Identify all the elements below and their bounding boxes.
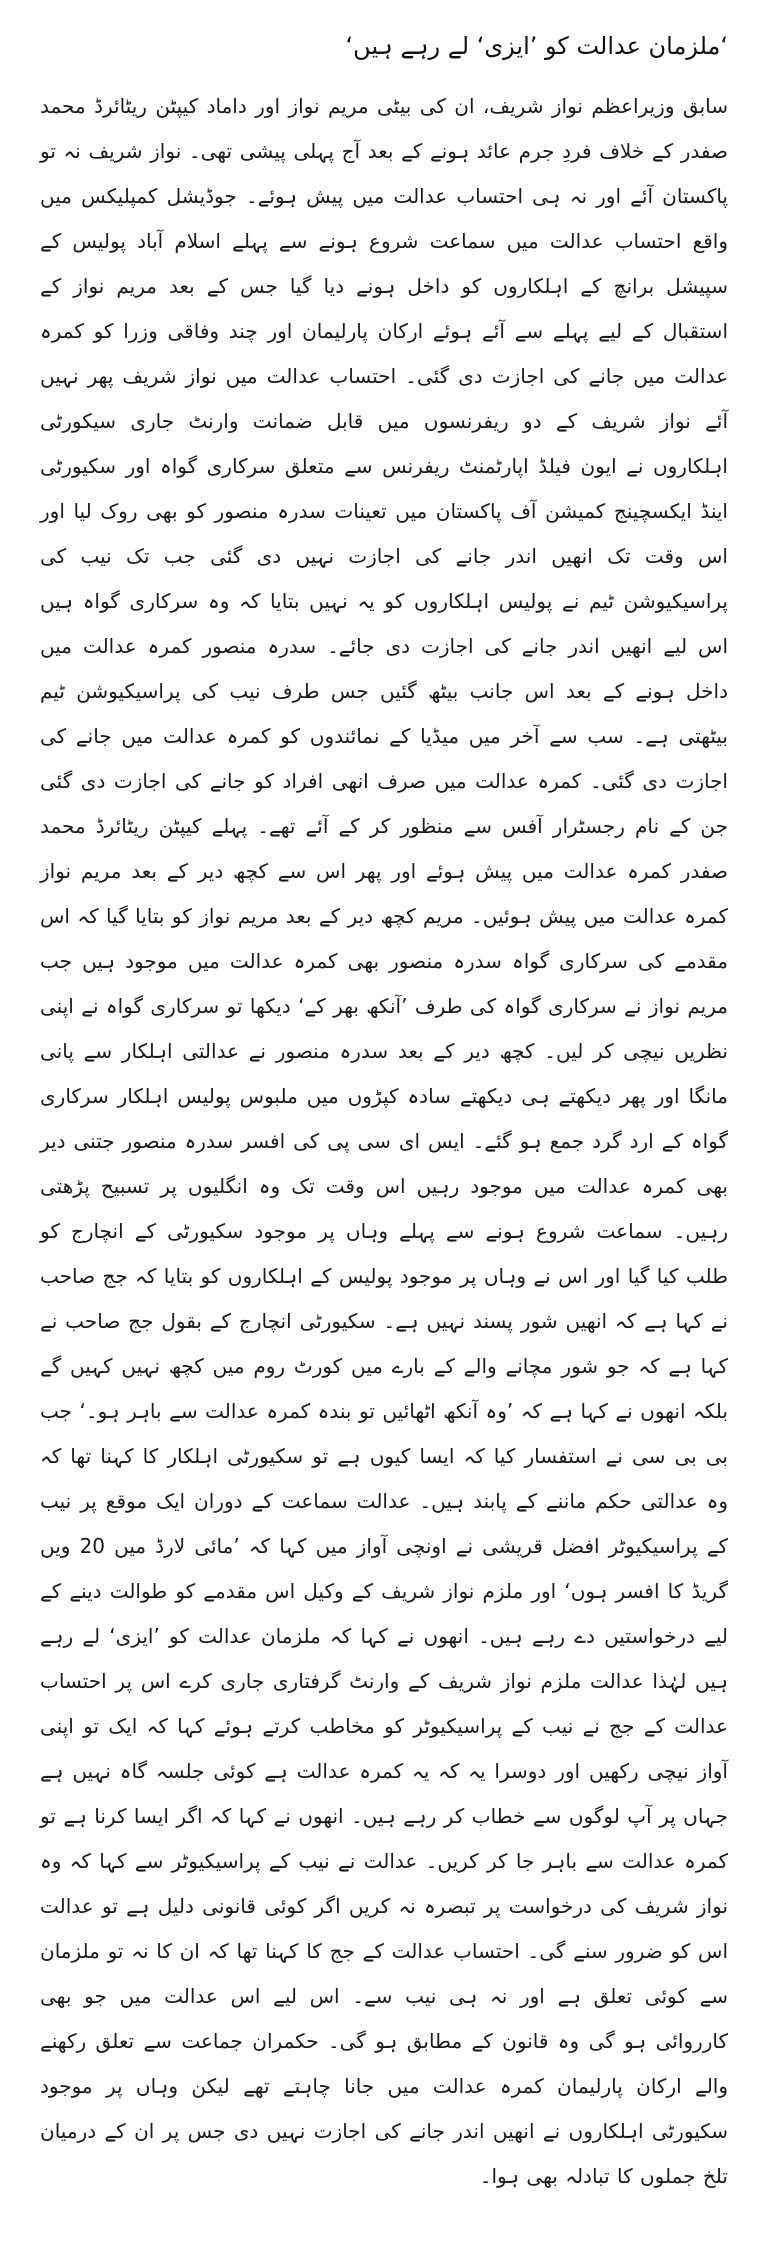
article-title: ‘ملزمان عدالت کو ’ایزی‘ لے رہے ہیں‘ <box>345 32 728 60</box>
article-body: سابق وزیراعظم نواز شریف، ان کی بیٹی مریم نواز اور داماد کیپٹن ریٹائرڈ محمد صفدر کے خلاف فردِ جرم عائد ہونے کے بعد آج پہلی پیشی تھی۔ نواز شریف نہ تو پاکستان آئے اور نہ ہی احتساب عدالت میں پیش ہوئے۔ جوڈیشل کمپلیکس میں واقع احتساب عدالت میں سماعت شروع ہونے سے پہلے اسلام آباد پولیس کے سپیشل برانچ کے اہلکاروں کو داخل ہونے دیا گیا جس کے بعد مریم نواز کے استقبال کے لیے پہلے سے آئے ہوئے ارکان پارلیمان اور چند وفاقی وزرا کو کمرہ عدالت میں جانے کی اجازت دی گئی۔ احتساب عدالت میں نواز شریف پھر نہیں آئے نواز شریف کے دو ریفرنسوں میں قابل ضمانت وارنٹ جاری سیکورٹی اہلکاروں نے ایون فیلڈ اپارٹمنٹ ریفرنس سے متعلق سرکاری گواہ اور سکیورٹی اینڈ ایکسچینج کمیشن آف پاکستان میں تعینات سدرہ منصور کو بھی روک لیا اور اس وقت تک انھیں اندر جانے کی اجازت نہیں دی گئی جب تک نیب کی پراسیکیوشن ٹیم نے پولیس اہلکاروں کو یہ نہیں بتایا کہ وہ سرکاری گواہ ہیں اس لیے انھیں اندر جانے کی اجازت دی جائے۔ سدرہ منصور کمرہ عدالت میں داخل ہونے کے بعد اس جانب بیٹھ گئیں جس طرف نیب کی پراسیکیوشن ٹیم بیٹھتی ہے۔ سب سے آخر میں میڈیا کے نمائندوں کو کمرہ عدالت میں جانے کی اجازت دی گئی۔ کمرہ عدالت میں صرف انھی افراد کو جانے کی اجازت دی گئی جن کے نام رجسٹرار آفس سے منظور کر کے آئے تھے۔ پہلے کیپٹن ریٹائرڈ محمد صفدر کمرہ عدالت میں پیش ہوئے اور پھر اس سے کچھ دیر کے بعد مریم نواز کمرہ عدالت میں پیش ہوئیں۔ مریم کچھ دیر کے بعد مریم نواز کو بتایا گیا کہ اس مقدمے کی سرکاری گواہ سدرہ منصور بھی کمرہ عدالت میں موجود ہیں جب مریم نواز نے سرکاری گواہ کی طرف ’آنکھ بھر کے‘ دیکھا تو سرکاری گواہ نے اپنی نظریں نیچی کر لیں۔ کچھ دیر کے بعد سدرہ منصور نے عدالتی اہلکار سے پانی مانگا اور پھر دیکھتے ہی دیکھتے سادہ کپڑوں میں ملبوس پولیس اہلکار سرکاری گواہ کے ارد گرد جمع ہو گئے۔ ایس ای سی پی کی افسر سدرہ منصور جتنی دیر بھی کمرہ عدالت میں موجود رہیں اس وقت تک وہ انگلیوں پر تسبیح پڑھتی رہیں۔ سماعت شروع ہونے سے پہلے وہاں پر موجود سکیورٹی کے انچارج کو طلب کیا گیا اور اس نے وہاں پر موجود پولیس کے اہلکاروں کو بتایا کہ جج صاحب نے کہا ہے کہ انھیں شور پسند نہیں ہے۔ سکیورٹی انچارج کے بقول جج صاحب نے کہا ہے کہ جو شور مچانے والے کے بارے میں کورٹ روم میں کچھ نہیں کہیں گے بلکہ انھوں نے کہا ہے کہ ’وہ آنکھ اٹھائیں تو بندہ کمرہ عدالت سے باہر ہو۔‘ جب بی بی سی نے استفسار کیا کہ ایسا کیوں ہے تو سکیورٹی اہلکار کا کہنا تھا کہ وہ عدالتی حکم ماننے کے پابند ہیں۔ عدالت سماعت کے دوران ایک موقع پر نیب کے پراسیکیوٹر افضل قریشی نے اونچی آواز میں کہا کہ ’مائی لارڈ میں 20 ویں گریڈ کا افسر ہوں‘ اور ملزم نواز شریف کے وکیل اس مقدمے کو طوالت دینے کے لیے درخواستیں دے رہے ہیں۔ انھوں نے کہا کہ ملزمان عدالت کو ’ایزی‘ لے رہے ہیں لہٰذا عدالت ملزم نواز شریف کے وارنٹ گرفتاری جاری کرے اس پر احتساب عدالت کے جج نے نیب کے پراسیکیوٹر کو مخاطب کرتے ہوئے کہا کہ ایک تو اپنی آواز نیچی رکھیں اور دوسرا یہ کہ یہ کمرہ عدالت ہے کوئی جلسہ گاہ نہیں ہے جہاں پر آپ لوگوں سے خطاب کر رہے ہیں۔ انھوں نے کہا کہ اگر ایسا کرنا ہے تو کمرہ عدالت سے باہر جا کر کریں۔ عدالت نے نیب کے پراسیکیوٹر سے کہا کہ وہ نواز شریف کی درخواست پر تبصرہ نہ کریں اگر کوئی قانونی دلیل ہے تو عدالت اس کو ضرور سنے گی۔ احتساب عدالت کے جج کا کہنا تھا کہ ان کا نہ تو ملزمان سے کوئی تعلق ہے اور نہ ہی نیب سے۔ اس لیے اس عدالت میں جو بھی کارروائی ہو گی وہ قانون کے مطابق ہو گی۔ حکمران جماعت سے تعلق رکھنے والے ارکان پارلیمان کمرہ عدالت میں جانا چاہتے تھے لیکن وہاں پر موجود سکیورٹی اہلکاروں نے انھیں اندر جانے کی اجازت نہیں دی جس پر ان کے درمیان تلخ جملوں کا تبادلہ بھی ہوا۔ <box>40 94 728 2188</box>
